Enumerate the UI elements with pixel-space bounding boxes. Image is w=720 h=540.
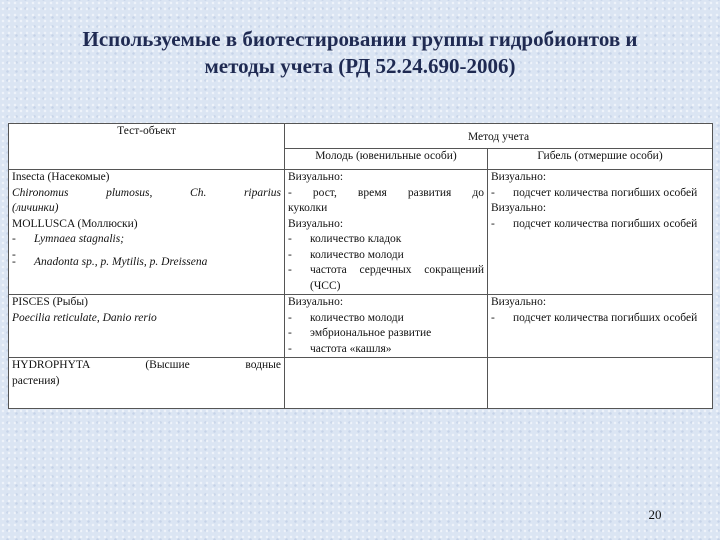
death-item: - подсчет количества погибших особей	[491, 186, 709, 202]
cell-test-object-3	[9, 358, 285, 409]
species-larvae: (личинки)	[12, 202, 59, 214]
header-death: Гибель (отмершие особи)	[488, 149, 713, 170]
group-pisces: PISCES (Рыбы)	[12, 296, 88, 308]
death-head-2: Визуально:	[491, 202, 547, 214]
juvenile-item: - количество молоди	[288, 248, 484, 264]
death-head-1: Визуально:	[491, 171, 547, 183]
juvenile-item-growth-cont: куколки	[288, 202, 328, 214]
mollusca-species-list	[12, 232, 281, 270]
title-line-2: методы учета (РД 52.24.690-2006)	[204, 54, 516, 78]
species-lymnaea: - Lymnaea stagnalis;	[12, 232, 281, 248]
cell-test-object-2	[9, 295, 285, 358]
juvenile-item: - эмбриональное развитие	[288, 326, 484, 342]
cell-death-3	[488, 358, 713, 409]
cell-death-2	[488, 295, 713, 358]
cell-juvenile-3	[285, 358, 488, 409]
header-row-1	[9, 124, 713, 149]
header-method: Метод учета	[285, 124, 713, 149]
row-hydrophyta	[9, 358, 713, 409]
death-item: - подсчет количества погибших особей	[491, 217, 709, 233]
header-juvenile: Молодь (ювенильные особи)	[285, 149, 488, 170]
juvenile-head-3: Визуально:	[288, 296, 344, 308]
biotest-table	[8, 123, 713, 409]
species-chironomus: Chironomus plumosus, Ch. riparius	[12, 186, 282, 199]
cell-juvenile-1	[285, 170, 488, 295]
group-hydrophyta: HYDROPHYTA (Высшие водные	[12, 359, 282, 371]
juvenile-item-growth: - рост, время развития до	[288, 186, 484, 199]
juvenile-item: - количество кладок	[288, 232, 484, 248]
juvenile-list-2	[288, 311, 484, 358]
juvenile-item: - частота сердечных сокращений (ЧСС)	[288, 263, 484, 294]
juvenile-item: - частота «кашля»	[288, 342, 484, 358]
cell-test-object-1	[9, 170, 285, 295]
death-item: - подсчет количества погибших особей	[491, 311, 709, 327]
group-insecta: Insecta (Насекомые)	[12, 171, 110, 183]
page-number: 20	[648, 507, 662, 522]
species-pisces: Poecilia reticulate, Danio rerio	[12, 311, 157, 324]
death-head-3: Визуально:	[491, 296, 547, 308]
group-hydrophyta-cont: растения)	[12, 374, 60, 387]
juvenile-head-2: Визуально:	[288, 217, 344, 230]
slide-title	[20, 26, 700, 80]
juvenile-list-1	[288, 232, 484, 294]
death-list-3	[491, 311, 709, 327]
juvenile-head-1: Визуально:	[288, 171, 344, 183]
species-anadonta: - Anadonta sp., р. Mytilis, р. Dreissena	[12, 255, 281, 271]
row-insecta-mollusca	[9, 170, 713, 295]
row-pisces	[9, 295, 713, 358]
group-mollusca: MOLLUSCA (Моллюски)	[12, 217, 138, 230]
title-line-1: Используемые в биотестировании группы гидробионтов и	[82, 27, 638, 51]
cell-death-1	[488, 170, 713, 295]
header-test-object: Тест-объект	[9, 124, 285, 170]
death-list-1	[491, 186, 709, 202]
cell-juvenile-2	[285, 295, 488, 358]
juvenile-item: - количество молоди	[288, 311, 484, 327]
death-list-2	[491, 217, 709, 233]
